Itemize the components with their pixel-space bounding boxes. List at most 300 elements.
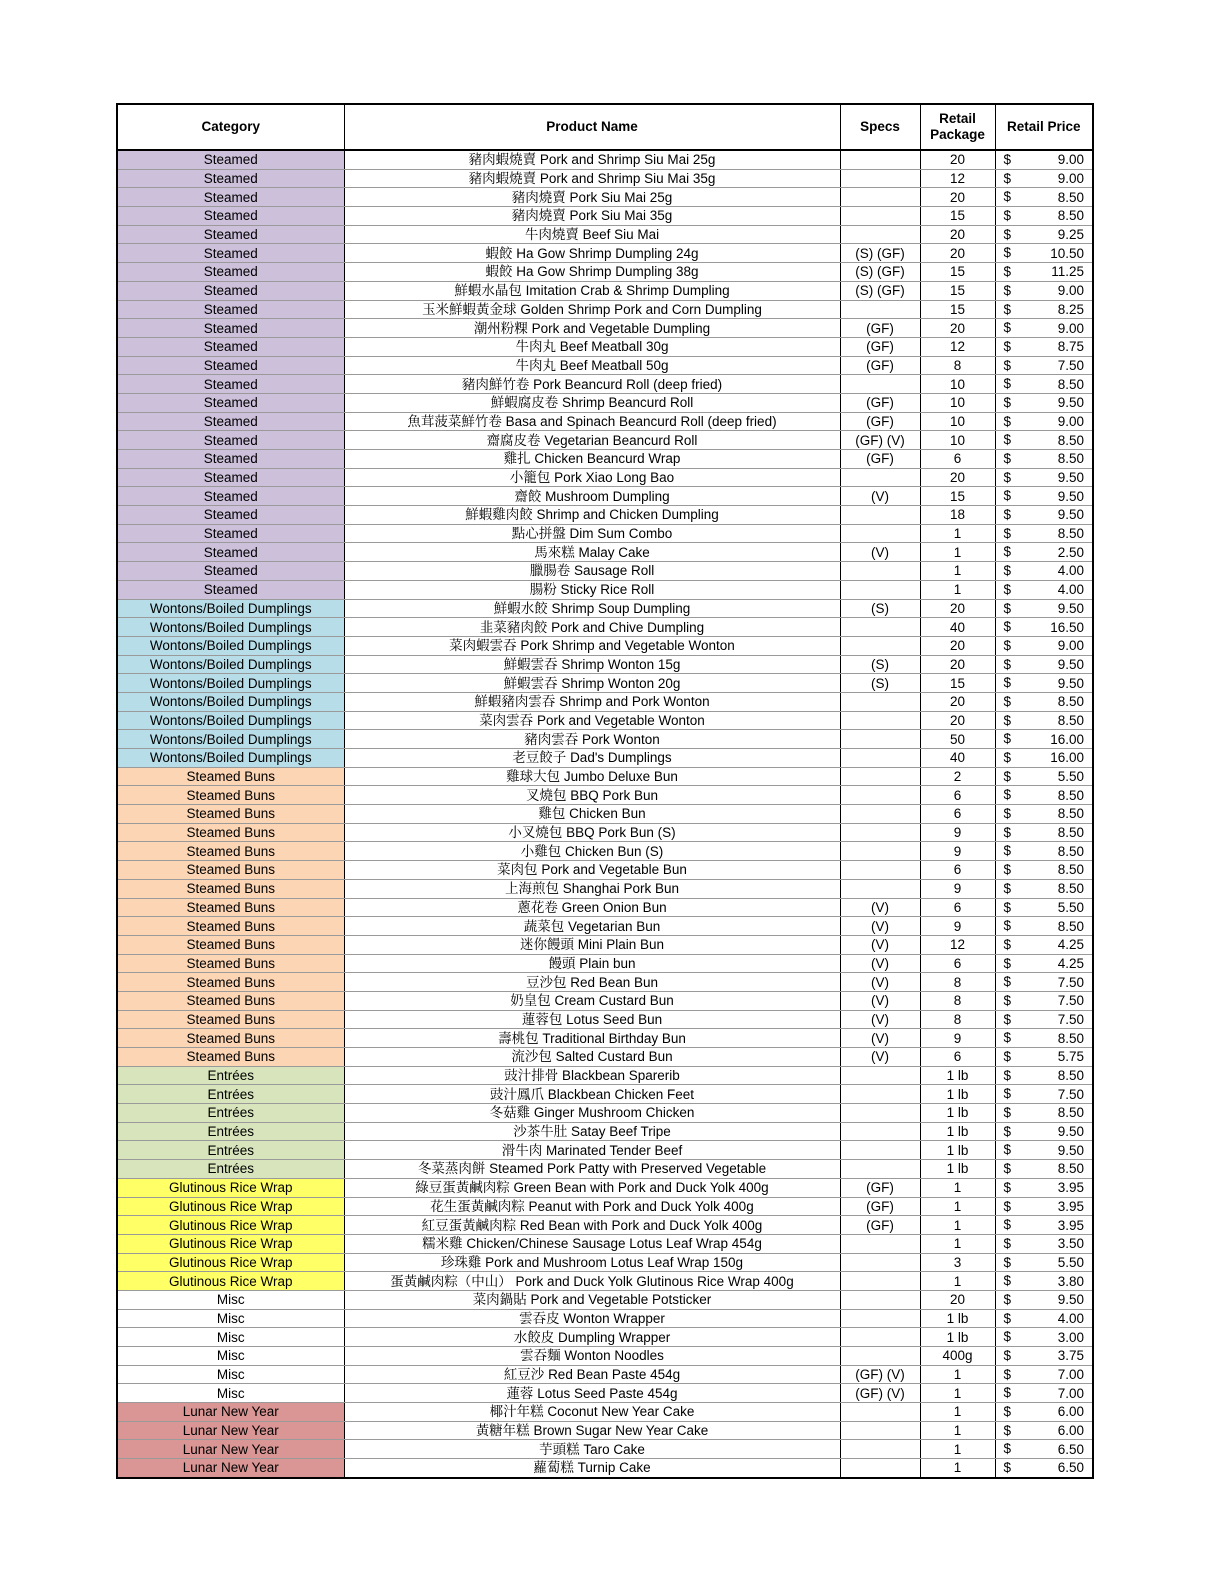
retail-package-cell: 20 — [920, 599, 995, 618]
retail-package-cell: 3 — [920, 1253, 995, 1272]
table-row — [117, 1440, 1093, 1459]
currency-symbol: $ — [1003, 712, 1012, 728]
retail-price-cell — [995, 1459, 1093, 1478]
retail-package-cell: 10 — [920, 393, 995, 412]
retail-price-cell — [995, 1085, 1093, 1104]
table-row — [117, 805, 1093, 824]
retail-package-cell: 20 — [920, 225, 995, 244]
table-row — [117, 281, 1093, 300]
currency-symbol: $ — [1003, 152, 1012, 167]
table-row — [117, 225, 1093, 244]
specs-cell: (GF) — [840, 1197, 920, 1216]
product-name-cell: 紅豆蛋黃鹹肉粽 Red Bean with Pork and Duck Yolk 400g — [344, 1216, 840, 1235]
retail-price-cell — [995, 487, 1093, 506]
retail-price-cell — [995, 524, 1093, 543]
price-value: 7.00 — [1057, 1385, 1084, 1401]
retail-price-cell — [995, 805, 1093, 824]
table-row — [117, 655, 1093, 674]
retail-price-cell — [995, 1160, 1093, 1179]
price-value: 8.50 — [1057, 1161, 1084, 1177]
currency-symbol: $ — [1003, 1404, 1012, 1420]
currency-symbol: $ — [1003, 619, 1012, 635]
specs-cell: (V) — [840, 917, 920, 936]
price-value: 8.50 — [1057, 881, 1084, 897]
category-cell: Steamed Buns — [117, 861, 344, 880]
retail-package-cell: 12 — [920, 169, 995, 188]
table-row — [117, 599, 1093, 618]
specs-cell — [840, 524, 920, 543]
price-value: 8.50 — [1057, 694, 1084, 710]
product-name-cell: 鮮蝦水晶包 Imitation Crab & Shrimp Dumpling — [344, 281, 840, 300]
specs-cell — [840, 562, 920, 581]
product-name-cell: 椰汁年糕 Coconut New Year Cake — [344, 1403, 840, 1422]
retail-package-cell: 20 — [920, 150, 995, 169]
currency-symbol: $ — [1003, 936, 1012, 952]
category-cell: Steamed — [117, 150, 344, 169]
category-cell: Entrées — [117, 1122, 344, 1141]
specs-cell: (V) — [840, 1010, 920, 1029]
retail-price-cell — [995, 991, 1093, 1010]
category-cell: Steamed — [117, 431, 344, 450]
retail-package-cell: 20 — [920, 692, 995, 711]
price-value: 7.00 — [1057, 1367, 1084, 1383]
product-name-cell: 豬肉鮮竹卷 Pork Beancurd Roll (deep fried) — [344, 375, 840, 394]
table-row — [117, 1347, 1093, 1366]
category-cell: Lunar New Year — [117, 1421, 344, 1440]
retail-package-cell: 50 — [920, 730, 995, 749]
retail-package-cell: 1 — [920, 1459, 995, 1478]
category-cell: Steamed — [117, 337, 344, 356]
price-value: 6.50 — [1057, 1441, 1084, 1457]
product-name-cell: 蛋黃鹹肉粽（中山） Pork and Duck Yolk Glutinous Rice Wrap 400g — [344, 1272, 840, 1291]
product-name-cell: 豬肉蝦燒賣 Pork and Shrimp Siu Mai 35g — [344, 169, 840, 188]
retail-price-cell — [995, 1347, 1093, 1366]
price-value: 8.75 — [1057, 339, 1084, 355]
price-value: 9.00 — [1057, 171, 1084, 187]
currency-symbol: $ — [1003, 1161, 1012, 1177]
currency-symbol: $ — [1003, 451, 1012, 466]
product-name-cell: 蘿蔔糕 Turnip Cake — [344, 1459, 840, 1478]
category-cell: Steamed — [117, 450, 344, 469]
retail-price-cell — [995, 767, 1093, 786]
retail-price-cell — [995, 1234, 1093, 1253]
product-name-cell: 蓮蓉 Lotus Seed Paste 454g — [344, 1384, 840, 1403]
product-name-cell: 菜肉雲吞 Pork and Vegetable Wonton — [344, 711, 840, 730]
retail-package-cell: 20 — [920, 655, 995, 674]
retail-price-cell — [995, 356, 1093, 375]
specs-cell — [840, 1085, 920, 1104]
category-cell: Steamed Buns — [117, 991, 344, 1010]
retail-package-cell: 18 — [920, 506, 995, 525]
category-cell: Steamed — [117, 244, 344, 263]
table-row — [117, 879, 1093, 898]
retail-price-cell — [995, 935, 1093, 954]
retail-price-cell — [995, 1421, 1093, 1440]
price-value: 9.50 — [1057, 488, 1084, 504]
category-cell: Entrées — [117, 1141, 344, 1160]
specs-cell: (V) — [840, 973, 920, 992]
category-cell: Lunar New Year — [117, 1459, 344, 1478]
table-row — [117, 1234, 1093, 1253]
retail-price-cell — [995, 1197, 1093, 1216]
retail-price-cell — [995, 412, 1093, 431]
table-row — [117, 823, 1093, 842]
price-value: 8.50 — [1057, 376, 1084, 392]
retail-price-cell — [995, 749, 1093, 768]
price-value: 8.50 — [1057, 208, 1084, 224]
table-row — [117, 263, 1093, 282]
category-cell: Wontons/Boiled Dumplings — [117, 711, 344, 730]
product-name-cell: 豬肉雲吞 Pork Wonton — [344, 730, 840, 749]
category-cell: Misc — [117, 1290, 344, 1309]
retail-package-cell: 10 — [920, 412, 995, 431]
product-name-cell: 蝦餃 Ha Gow Shrimp Dumpling 38g — [344, 263, 840, 282]
price-value: 3.95 — [1057, 1217, 1084, 1233]
specs-cell: (V) — [840, 1029, 920, 1048]
header-retail-price: Retail Price — [995, 104, 1093, 150]
specs-cell — [840, 861, 920, 880]
price-value: 8.50 — [1057, 825, 1084, 841]
table-row — [117, 543, 1093, 562]
product-name-cell: 雲吞皮 Wonton Wrapper — [344, 1309, 840, 1328]
table-row — [117, 1365, 1093, 1384]
retail-price-cell — [995, 674, 1093, 693]
retail-package-cell: 10 — [920, 375, 995, 394]
retail-package-cell: 1 — [920, 1216, 995, 1235]
retail-package-cell: 1 — [920, 1384, 995, 1403]
header-category: Category — [117, 104, 344, 150]
retail-price-cell — [995, 1309, 1093, 1328]
specs-cell — [840, 749, 920, 768]
product-name-cell: 鮮蝦腐皮卷 Shrimp Beancurd Roll — [344, 393, 840, 412]
category-cell: Steamed — [117, 580, 344, 599]
retail-price-cell — [995, 1290, 1093, 1309]
retail-price-cell — [995, 879, 1093, 898]
specs-cell — [840, 1328, 920, 1347]
price-value: 7.50 — [1057, 1011, 1084, 1027]
table-row — [117, 692, 1093, 711]
specs-cell — [840, 618, 920, 637]
table-row — [117, 1010, 1093, 1029]
specs-cell: (S) — [840, 674, 920, 693]
price-value: 8.50 — [1057, 1030, 1084, 1046]
table-row — [117, 1459, 1093, 1478]
table-row — [117, 1085, 1093, 1104]
product-name-cell: 蔬菜包 Vegetarian Bun — [344, 917, 840, 936]
price-value: 9.50 — [1057, 600, 1084, 616]
category-cell: Steamed Buns — [117, 1010, 344, 1029]
currency-symbol: $ — [1003, 637, 1012, 653]
table-row — [117, 1328, 1093, 1347]
price-value: 9.00 — [1057, 283, 1084, 299]
product-name-cell: 豉汁鳳爪 Blackbean Chicken Feet — [344, 1085, 840, 1104]
retail-price-cell — [995, 1048, 1093, 1067]
retail-price-cell — [995, 375, 1093, 394]
retail-package-cell: 1 lb — [920, 1141, 995, 1160]
table-row — [117, 1253, 1093, 1272]
category-cell: Steamed Buns — [117, 973, 344, 992]
product-name-cell: 饅頭 Plain bun — [344, 954, 840, 973]
table-row — [117, 393, 1093, 412]
retail-price-cell — [995, 468, 1093, 487]
retail-package-cell: 40 — [920, 618, 995, 637]
category-cell: Steamed Buns — [117, 1029, 344, 1048]
retail-price-cell — [995, 954, 1093, 973]
category-cell: Steamed Buns — [117, 935, 344, 954]
category-cell: Steamed — [117, 468, 344, 487]
retail-package-cell: 6 — [920, 954, 995, 973]
category-cell: Steamed — [117, 188, 344, 207]
currency-symbol: $ — [1003, 693, 1012, 709]
price-value: 8.50 — [1057, 189, 1084, 205]
product-name-cell: 豆沙包 Red Bean Bun — [344, 973, 840, 992]
product-name-cell: 菜肉蝦雲吞 Pork Shrimp and Vegetable Wonton — [344, 636, 840, 655]
retail-price-cell — [995, 1010, 1093, 1029]
specs-cell: (GF) (V) — [840, 431, 920, 450]
currency-symbol: $ — [1003, 992, 1012, 1008]
price-value: 5.50 — [1057, 1254, 1084, 1270]
retail-package-cell: 20 — [920, 188, 995, 207]
retail-package-cell: 6 — [920, 898, 995, 917]
product-name-cell: 水餃皮 Dumpling Wrapper — [344, 1328, 840, 1347]
retail-price-cell — [995, 207, 1093, 226]
price-value: 3.75 — [1057, 1348, 1084, 1364]
category-cell: Wontons/Boiled Dumplings — [117, 730, 344, 749]
table-row — [117, 356, 1093, 375]
category-cell: Wontons/Boiled Dumplings — [117, 674, 344, 693]
currency-symbol: $ — [1003, 955, 1012, 971]
table-row — [117, 468, 1093, 487]
specs-cell — [840, 1440, 920, 1459]
currency-symbol: $ — [1003, 226, 1012, 242]
currency-symbol: $ — [1003, 1460, 1012, 1476]
retail-price-cell — [995, 506, 1093, 525]
price-value: 8.50 — [1057, 862, 1084, 878]
table-row — [117, 1104, 1093, 1123]
retail-package-cell: 1 lb — [920, 1122, 995, 1141]
currency-symbol: $ — [1003, 432, 1012, 448]
header-product-name: Product Name — [344, 104, 840, 150]
specs-cell — [840, 1141, 920, 1160]
specs-cell: (S) (GF) — [840, 263, 920, 282]
retail-price-cell — [995, 1141, 1093, 1160]
retail-package-cell: 1 — [920, 1365, 995, 1384]
retail-package-cell: 15 — [920, 263, 995, 282]
product-name-cell: 馬來糕 Malay Cake — [344, 543, 840, 562]
product-name-cell: 鮮蝦雲吞 Shrimp Wonton 20g — [344, 674, 840, 693]
category-cell: Glutinous Rice Wrap — [117, 1216, 344, 1235]
currency-symbol: $ — [1003, 488, 1012, 504]
price-value: 9.50 — [1057, 656, 1084, 672]
table-row — [117, 973, 1093, 992]
specs-cell — [840, 1234, 920, 1253]
category-cell: Steamed Buns — [117, 917, 344, 936]
table-row — [117, 431, 1093, 450]
specs-cell — [840, 580, 920, 599]
specs-cell: (GF) (V) — [840, 1365, 920, 1384]
price-value: 4.00 — [1057, 563, 1084, 579]
header-retail-package-line1: Retail — [939, 111, 976, 126]
category-cell: Steamed — [117, 319, 344, 338]
retail-price-cell — [995, 973, 1093, 992]
category-cell: Entrées — [117, 1085, 344, 1104]
price-value: 9.50 — [1057, 395, 1084, 411]
specs-cell — [840, 169, 920, 188]
retail-package-cell: 1 — [920, 524, 995, 543]
retail-price-cell — [995, 263, 1093, 282]
product-name-cell: 花生蛋黃鹹肉粽 Peanut with Pork and Duck Yolk 400g — [344, 1197, 840, 1216]
category-cell: Steamed — [117, 375, 344, 394]
category-cell: Wontons/Boiled Dumplings — [117, 749, 344, 768]
retail-package-cell: 20 — [920, 319, 995, 338]
table-row — [117, 169, 1093, 188]
product-name-cell: 蔥花卷 Green Onion Bun — [344, 898, 840, 917]
product-name-cell: 臘腸卷 Sausage Roll — [344, 562, 840, 581]
currency-symbol: $ — [1003, 376, 1012, 392]
retail-package-cell: 400g — [920, 1347, 995, 1366]
currency-symbol: $ — [1003, 1030, 1012, 1046]
retail-package-cell: 8 — [920, 1010, 995, 1029]
product-name-cell: 壽桃包 Traditional Birthday Bun — [344, 1029, 840, 1048]
product-name-cell: 牛肉丸 Beef Meatball 30g — [344, 337, 840, 356]
currency-symbol: $ — [1003, 750, 1012, 765]
specs-cell: (GF) (V) — [840, 1384, 920, 1403]
price-value: 5.50 — [1057, 769, 1084, 785]
header-specs: Specs — [840, 104, 920, 150]
specs-cell: (GF) — [840, 1178, 920, 1197]
retail-price-cell — [995, 842, 1093, 861]
specs-cell: (V) — [840, 898, 920, 917]
product-name-cell: 齋餃 Mushroom Dumpling — [344, 487, 840, 506]
price-value: 16.00 — [1050, 731, 1084, 747]
retail-package-cell: 1 — [920, 1234, 995, 1253]
specs-cell: (GF) — [840, 337, 920, 356]
category-cell: Steamed Buns — [117, 823, 344, 842]
specs-cell — [840, 1403, 920, 1422]
retail-price-cell — [995, 225, 1093, 244]
currency-symbol: $ — [1003, 787, 1012, 803]
price-value: 6.00 — [1057, 1404, 1084, 1420]
product-name-cell: 牛肉燒賣 Beef Siu Mai — [344, 225, 840, 244]
price-value: 6.50 — [1057, 1460, 1084, 1476]
retail-package-cell: 9 — [920, 917, 995, 936]
price-value: 8.50 — [1057, 1105, 1084, 1121]
product-name-cell: 滑牛肉 Marinated Tender Beef — [344, 1141, 840, 1160]
currency-symbol: $ — [1003, 208, 1012, 224]
product-name-cell: 菜肉鍋貼 Pork and Vegetable Potsticker — [344, 1290, 840, 1309]
table-row — [117, 991, 1093, 1010]
product-name-cell: 鮮蝦豬肉雲吞 Shrimp and Pork Wonton — [344, 692, 840, 711]
retail-price-cell — [995, 393, 1093, 412]
specs-cell — [840, 805, 920, 824]
currency-symbol: $ — [1003, 507, 1012, 523]
table-row — [117, 1029, 1093, 1048]
table-row — [117, 1309, 1093, 1328]
currency-symbol: $ — [1003, 843, 1012, 859]
specs-cell — [840, 188, 920, 207]
retail-package-cell: 1 — [920, 1421, 995, 1440]
specs-cell — [840, 823, 920, 842]
currency-symbol: $ — [1003, 1049, 1012, 1064]
retail-price-cell — [995, 599, 1093, 618]
currency-symbol: $ — [1003, 394, 1012, 410]
price-value: 7.50 — [1057, 357, 1084, 373]
retail-package-cell: 15 — [920, 674, 995, 693]
currency-symbol: $ — [1003, 806, 1012, 822]
currency-symbol: $ — [1003, 974, 1012, 990]
table-row — [117, 375, 1093, 394]
retail-package-cell: 15 — [920, 487, 995, 506]
price-value: 8.50 — [1057, 451, 1084, 467]
retail-price-cell — [995, 1216, 1093, 1235]
specs-cell — [840, 1253, 920, 1272]
specs-cell — [840, 150, 920, 169]
currency-symbol: $ — [1003, 1366, 1012, 1382]
currency-symbol: $ — [1003, 264, 1012, 280]
currency-symbol: $ — [1003, 338, 1012, 354]
category-cell: Misc — [117, 1309, 344, 1328]
table-row — [117, 580, 1093, 599]
product-name-cell: 韭菜豬肉餃 Pork and Chive Dumpling — [344, 618, 840, 637]
currency-symbol: $ — [1003, 1348, 1012, 1363]
category-cell: Steamed — [117, 281, 344, 300]
product-name-cell: 鮮蝦雞肉餃 Shrimp and Chicken Dumpling — [344, 506, 840, 525]
product-name-cell: 雲吞麵 Wonton Noodles — [344, 1347, 840, 1366]
category-cell: Glutinous Rice Wrap — [117, 1253, 344, 1272]
retail-package-cell: 20 — [920, 244, 995, 263]
table-row — [117, 674, 1093, 693]
product-name-cell: 點心拼盤 Dim Sum Combo — [344, 524, 840, 543]
table-row — [117, 1272, 1093, 1291]
specs-cell — [840, 468, 920, 487]
currency-symbol: $ — [1003, 1422, 1012, 1438]
currency-symbol: $ — [1003, 544, 1012, 560]
retail-package-cell: 12 — [920, 337, 995, 356]
retail-price-cell — [995, 823, 1093, 842]
table-row — [117, 207, 1093, 226]
price-value: 9.00 — [1057, 320, 1084, 336]
retail-package-cell: 1 — [920, 543, 995, 562]
retail-price-cell — [995, 562, 1093, 581]
specs-cell: (GF) — [840, 393, 920, 412]
product-name-cell: 豬肉燒賣 Pork Siu Mai 25g — [344, 188, 840, 207]
category-cell: Misc — [117, 1384, 344, 1403]
category-cell: Entrées — [117, 1104, 344, 1123]
product-name-cell: 鮮蝦水餃 Shrimp Soup Dumpling — [344, 599, 840, 618]
retail-price-cell — [995, 730, 1093, 749]
product-name-cell: 老豆餃子 Dad's Dumplings — [344, 749, 840, 768]
currency-symbol: $ — [1003, 320, 1012, 336]
retail-price-cell — [995, 1066, 1093, 1085]
price-value: 4.00 — [1057, 582, 1084, 598]
currency-symbol: $ — [1003, 656, 1012, 672]
product-name-cell: 叉燒包 BBQ Pork Bun — [344, 786, 840, 805]
category-cell: Steamed — [117, 487, 344, 506]
currency-symbol: $ — [1003, 824, 1012, 840]
retail-package-cell: 1 — [920, 1197, 995, 1216]
currency-symbol: $ — [1003, 282, 1012, 298]
currency-symbol: $ — [1003, 1217, 1012, 1233]
retail-price-cell — [995, 319, 1093, 338]
category-cell: Steamed — [117, 562, 344, 581]
table-row — [117, 1384, 1093, 1403]
specs-cell — [840, 692, 920, 711]
currency-symbol: $ — [1003, 768, 1012, 784]
price-value: 8.50 — [1057, 918, 1084, 934]
currency-symbol: $ — [1003, 1142, 1012, 1158]
table-row — [117, 1141, 1093, 1160]
currency-symbol: $ — [1003, 525, 1012, 541]
